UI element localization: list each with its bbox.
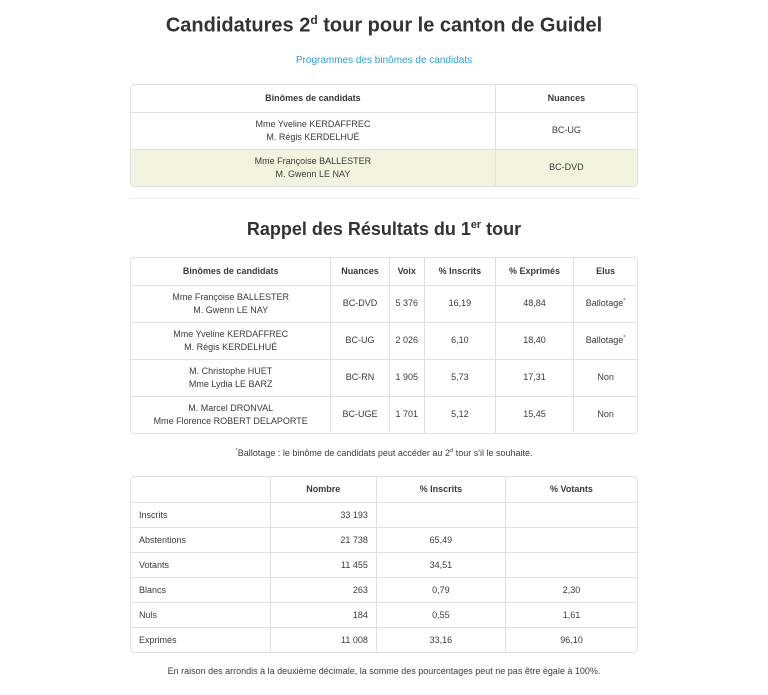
nuance-cell: BC-UGE xyxy=(331,396,389,433)
elus-cell xyxy=(574,396,637,433)
candidate-names-cell xyxy=(131,149,495,186)
elus-cell xyxy=(574,359,637,396)
nombre-cell: 21 738 xyxy=(270,527,376,552)
elus-cell xyxy=(574,285,637,322)
row-label-cell: Exprimés xyxy=(131,627,270,652)
nuance-cell: BC-DVD xyxy=(495,149,637,186)
pct-inscrits-cell xyxy=(376,502,505,527)
candidate-name-2: Mme Florence ROBERT DELAPORTE xyxy=(153,415,308,426)
column-header-nuances: Nuances xyxy=(331,258,389,286)
nuance-cell: BC-RN xyxy=(331,359,389,396)
column-header-nuances: Nuances xyxy=(495,85,637,113)
candidate-names-cell xyxy=(131,322,331,359)
footnote-asterisk: * xyxy=(235,447,238,454)
elus-cell xyxy=(574,322,637,359)
column-header-pct-votants: % Votants xyxy=(505,477,637,503)
candidate-name-2: M. Régis KERDELHUÉ xyxy=(266,131,360,142)
row-label-cell: Blancs xyxy=(131,577,270,602)
page-title xyxy=(130,9,638,37)
participation-table xyxy=(131,477,637,652)
nombre-cell: 33 193 xyxy=(270,502,376,527)
column-header-binomes: Binômes de candidats xyxy=(131,85,495,113)
candidate-name-2: M. Gwenn LE NAY xyxy=(193,304,269,315)
ballotage-asterisk: * xyxy=(623,335,626,342)
participation-table-wrapper xyxy=(130,476,638,653)
table-row xyxy=(131,552,637,577)
table-row xyxy=(131,285,637,322)
pct-inscrits-cell: 5,73 xyxy=(424,359,495,396)
pct-inscrits-cell: 34,51 xyxy=(376,552,505,577)
pct-inscrits-cell: 6,10 xyxy=(424,322,495,359)
results-title xyxy=(130,214,638,240)
candidates-header-row xyxy=(131,85,637,113)
footnote-text: Ballotage : le binôme de candidats peut accéder au 2 xyxy=(237,447,450,458)
results-title-text-end: tour xyxy=(481,218,522,239)
row-label-cell: Inscrits xyxy=(131,502,270,527)
voix-cell: 2 026 xyxy=(389,322,424,359)
column-header-elus: Elus xyxy=(574,258,637,286)
participation-header-row xyxy=(131,477,637,503)
rounding-note: En raison des arrondis à la deuxième décimale, la somme des pourcentages peut ne pas être égale à 100%. xyxy=(167,665,601,676)
voix-cell: 5 376 xyxy=(389,285,424,322)
row-label-cell: Nuls xyxy=(131,602,270,627)
table-row xyxy=(131,502,637,527)
pct-votants-cell: 1,61 xyxy=(505,602,637,627)
table-row xyxy=(131,602,637,627)
table-row xyxy=(131,527,637,552)
table-row xyxy=(131,322,637,359)
results-table xyxy=(131,258,637,433)
nuance-cell: BC-DVD xyxy=(331,285,389,322)
ballotage-footnote xyxy=(130,448,638,459)
candidate-names-cell xyxy=(131,396,331,433)
pct-votants-cell: 96,10 xyxy=(560,634,583,645)
candidate-name-2: Mme Lydia LE BARZ xyxy=(188,378,273,389)
table-row xyxy=(131,359,637,396)
table-row xyxy=(131,112,637,149)
column-header-empty xyxy=(131,477,270,503)
pct-votants-cell xyxy=(505,552,637,577)
voix-cell: 1 905 xyxy=(389,359,424,396)
candidate-name-2: M. Gwenn LE NAY xyxy=(275,168,351,179)
row-label-cell: Abstentions xyxy=(131,527,270,552)
main-content xyxy=(130,9,638,677)
nombre-cell: 184 xyxy=(270,602,376,627)
table-row xyxy=(131,396,637,433)
elus-value: Non xyxy=(597,372,614,383)
column-header-pct-inscrits: % Inscrits xyxy=(424,258,495,286)
pct-exprimes-cell: 18,40 xyxy=(495,322,573,359)
candidate-name-1: M. Christophe HUET xyxy=(189,365,273,376)
page-title-superscript: d xyxy=(310,13,318,27)
pct-votants-cell: 2,30 xyxy=(505,577,637,602)
pct-exprimes-cell: 15,45 xyxy=(495,396,573,433)
page-title-text: Candidatures 2 xyxy=(165,14,311,37)
footnote-text-end: tour s'il le souhaite. xyxy=(453,447,533,458)
elus-value: Non xyxy=(597,409,614,420)
pct-inscrits-cell: 0,79 xyxy=(376,577,505,602)
pct-inscrits-cell: 65,49 xyxy=(376,527,505,552)
candidate-name-1: M. Marcel DRONVAL xyxy=(188,402,274,413)
results-title-text: Rappel des Résultats du 1 xyxy=(246,218,471,239)
nuance-cell: BC-UG xyxy=(331,322,389,359)
column-header-pct-inscrits: % Inscrits xyxy=(376,477,505,503)
table-row-highlighted xyxy=(131,149,637,186)
elus-value: Ballotage xyxy=(585,298,624,309)
candidate-name-1: Mme Françoise BALLESTER xyxy=(254,155,372,166)
candidates-table xyxy=(131,85,637,186)
candidate-name-2: M. Régis KERDELHUÉ xyxy=(184,341,278,352)
nombre-cell: 11 008 xyxy=(270,627,376,652)
column-header-voix: Voix xyxy=(389,258,424,286)
nuance-cell: BC-UG xyxy=(495,112,637,149)
elus-value: Ballotage xyxy=(585,335,624,346)
candidate-names-cell xyxy=(131,285,331,322)
column-header-binomes: Binômes de candidats xyxy=(131,258,331,286)
section-divider xyxy=(130,198,638,199)
column-header-pct-exprimes: % Exprimés xyxy=(495,258,573,286)
pct-votants-cell xyxy=(505,502,637,527)
results-title-superscript: er xyxy=(470,218,482,231)
footnote-superscript: d xyxy=(449,447,454,454)
candidate-name-1: Mme Yveline KERDAFFREC xyxy=(255,118,371,129)
pct-exprimes-cell: 48,84 xyxy=(495,285,573,322)
candidates-table-wrapper xyxy=(130,84,638,187)
pct-inscrits-cell: 5,12 xyxy=(424,396,495,433)
results-table-wrapper xyxy=(130,257,638,434)
candidate-name-1: Mme Yveline KERDAFFREC xyxy=(173,328,289,339)
pct-inscrits-cell: 33,16 xyxy=(376,627,505,652)
pct-votants-cell xyxy=(505,527,637,552)
programmes-link-row xyxy=(130,50,638,68)
pct-exprimes-cell: 17,31 xyxy=(495,359,573,396)
pct-inscrits-cell: 16,19 xyxy=(424,285,495,322)
table-row xyxy=(131,627,637,652)
row-label-cell: Votants xyxy=(131,552,270,577)
candidate-names-cell xyxy=(131,359,331,396)
nombre-cell: 11 455 xyxy=(270,552,376,577)
results-header-row xyxy=(131,258,637,286)
candidate-name-1: Mme Françoise BALLESTER xyxy=(172,291,289,302)
pct-inscrits-cell: 0,55 xyxy=(376,602,505,627)
ballotage-asterisk: * xyxy=(623,298,626,305)
column-header-nombre: Nombre xyxy=(270,477,376,503)
table-row xyxy=(131,577,637,602)
voix-cell: 1 701 xyxy=(389,396,424,433)
candidate-names-cell xyxy=(131,112,495,149)
nombre-cell: 263 xyxy=(270,577,376,602)
page-title-text-end: tour pour le canton de Guidel xyxy=(317,14,603,37)
programmes-link[interactable]: Programmes des binômes de candidats xyxy=(295,54,473,66)
